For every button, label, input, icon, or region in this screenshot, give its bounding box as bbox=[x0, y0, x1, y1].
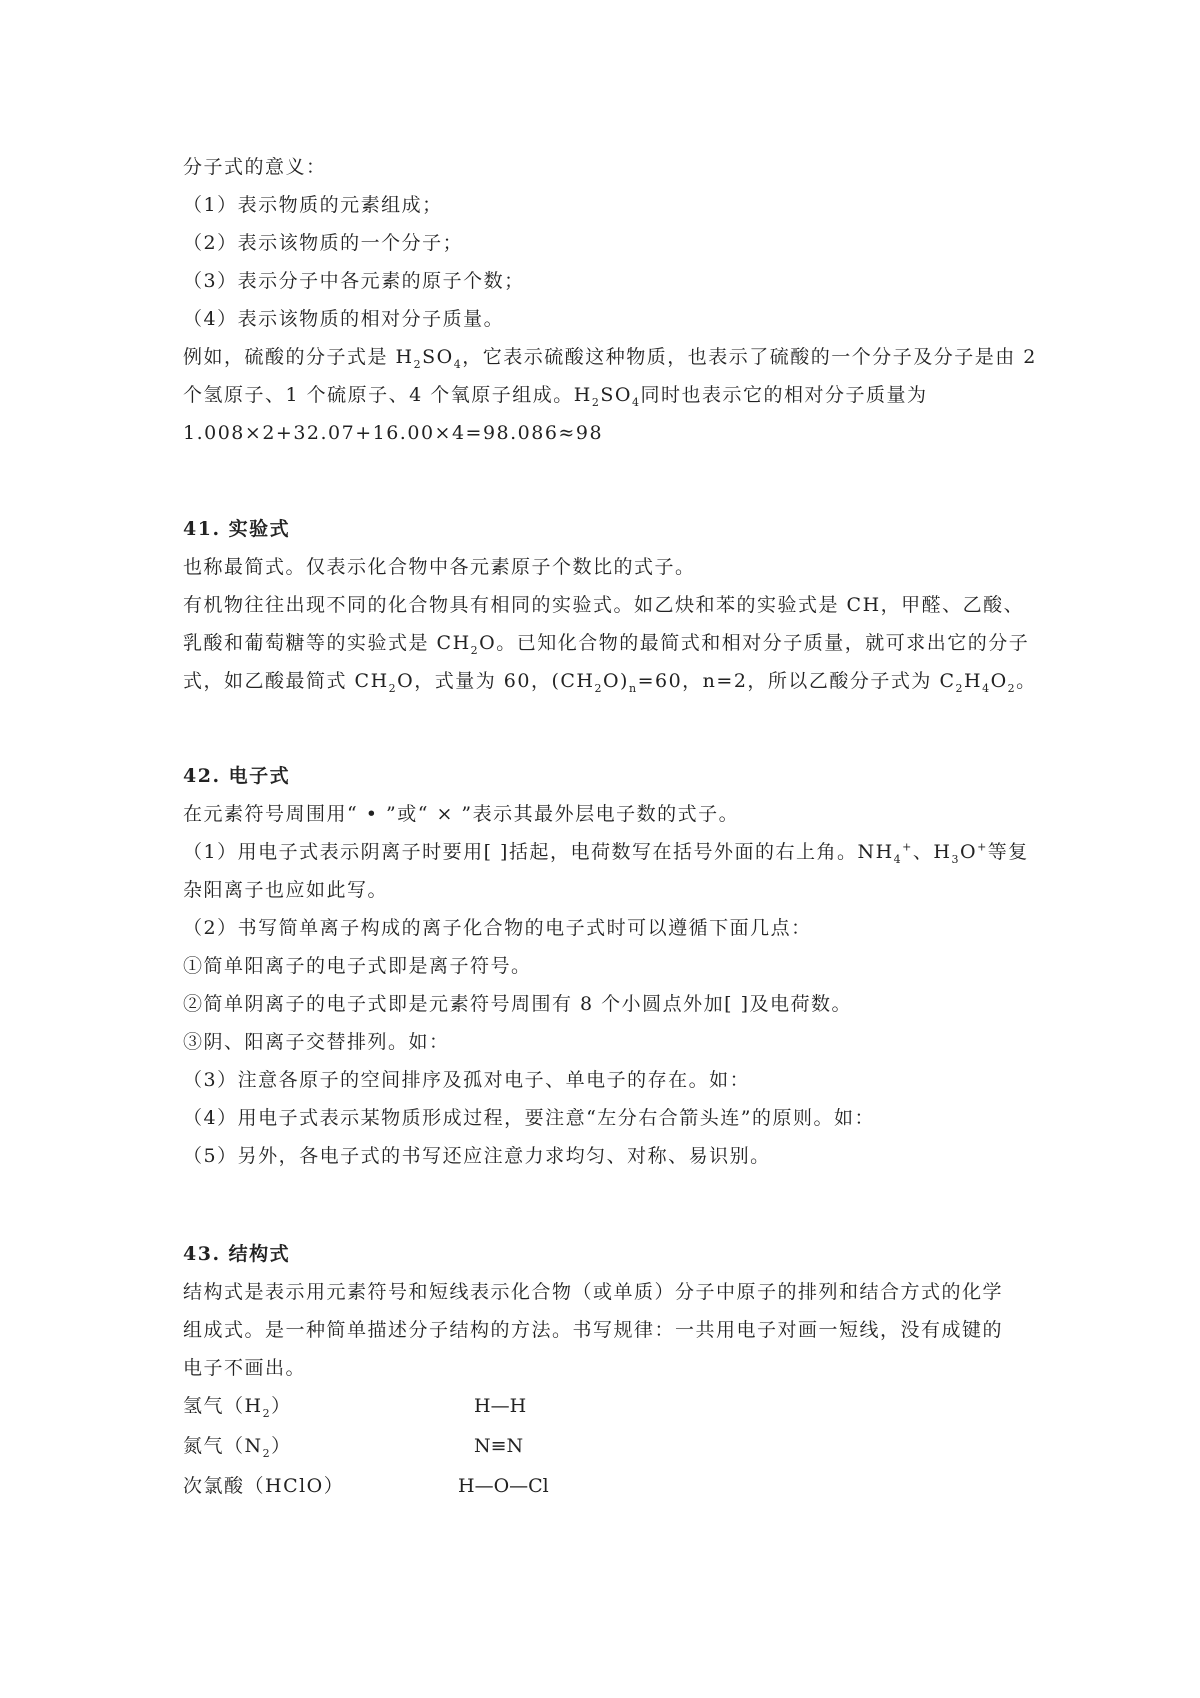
structure-row-name: 次氯酸（HClO） bbox=[183, 1475, 345, 1497]
section-42-line7: ③阴、阳离子交替排列。如： bbox=[183, 1031, 450, 1053]
formula-h2so4: $H_2SO_4$ bbox=[395, 346, 463, 371]
structure-row-name: 氢气$(H_2)$ bbox=[183, 1395, 292, 1420]
structure-formula: H—H bbox=[474, 1395, 527, 1417]
formula-ch2o-2: $CH_2O$ bbox=[354, 670, 415, 695]
section-43-line1: 结构式是表示用元素符号和短线表示化合物（或单质）分子中原子的排列和结合方式的化学 bbox=[183, 1281, 1004, 1303]
intro-item-1: （1）表示物质的元素组成； bbox=[183, 194, 443, 216]
structure-row-name: 氮气$(N_2)$ bbox=[183, 1435, 292, 1460]
intro-item-4: （4）表示该物质的相对分子质量。 bbox=[183, 308, 505, 330]
structure-formula: N≡N bbox=[474, 1435, 524, 1457]
ion-h3o: $H_3O^+$ bbox=[933, 840, 988, 866]
intro-title: 分子式的意义： bbox=[183, 156, 327, 178]
section-43-line2: 组成式。是一种简单描述分子结构的方法。书写规律：一共用电子对画一短线，没有成键的 bbox=[183, 1319, 1004, 1341]
intro-example-line2: 个氢原子、1 个硫原子、4 个氧原子组成。$H_2SO_4$同时也表示它的相对分子质量为 bbox=[183, 384, 928, 409]
intro-item-2: （2）表示该物质的一个分子； bbox=[183, 232, 464, 254]
section-41-line3: 乳酸和葡萄糖等的实验式是 $CH_2O$。已知化合物的最简式和相对分子质量，就可求出它的分子 bbox=[183, 632, 1030, 657]
section-42-line4: （2）书写简单离子构成的离子化合物的电子式时可以遵循下面几点： bbox=[183, 917, 812, 939]
ion-nh4: $NH_4^+$ bbox=[857, 840, 913, 866]
formula-ch2o-n: $(CH_2O)_n$ bbox=[551, 670, 638, 695]
section-42-line3: 杂阳离子也应如此写。 bbox=[183, 879, 389, 901]
section-42-line2: （1）用电子式表示阴离子时要用[ ]括起，电荷数写在括号外面的右上角。$NH_4^+$、$H_3O^+$等复 bbox=[183, 840, 1029, 866]
formula-ch2o: $CH_2O$ bbox=[436, 632, 497, 657]
section-41-line4: 式，如乙酸最简式 $CH_2O$，式量为 60，$(CH_2O)_n=60$，n=2，所以乙酸分子式为 $C_2H_4O_2$。 bbox=[183, 670, 1037, 695]
formula-c2h4o2: $C_2H_4O_2$ bbox=[939, 670, 1017, 695]
intro-item-3: （3）表示分子中各元素的原子个数； bbox=[183, 270, 525, 292]
section-41-line1: 也称最简式。仅表示化合物中各元素原子个数比的式子。 bbox=[183, 556, 696, 578]
structure-formula: H—O—Cl bbox=[458, 1475, 549, 1497]
example-text-b: ，它表示硫酸这种物质，也表示了硫酸的一个分子及分子是由 2 bbox=[462, 346, 1037, 368]
formula-h2so4-2: $H_2SO_4$ bbox=[573, 384, 641, 409]
section-41-heading: 41. 实验式 bbox=[183, 518, 291, 540]
intro-example-line1 bbox=[183, 343, 1037, 371]
section-42-line8: （3）注意各原子的空间排序及孤对电子、单电子的存在。如： bbox=[183, 1069, 751, 1091]
section-43-heading: 43. 结构式 bbox=[183, 1243, 291, 1265]
section-43-line3: 电子不画出。 bbox=[183, 1357, 307, 1379]
section-42-heading: 42. 电子式 bbox=[183, 765, 291, 787]
section-42-line5: ①简单阳离子的电子式即是离子符号。 bbox=[183, 955, 532, 977]
section-42-line9: （4）用电子式表示某物质形成过程，要注意“左分右合箭头连”的原则。如： bbox=[183, 1107, 876, 1129]
section-41-line2: 有机物往往出现不同的化合物具有相同的实验式。如乙炔和苯的实验式是 CH，甲醛、乙酸、 bbox=[183, 594, 1025, 616]
section-42-line10: （5）另外，各电子式的书写还应注意力求均匀、对称、易识别。 bbox=[183, 1145, 771, 1167]
intro-example-line3: 1.008×2+32.07+16.00×4=98.086≈98 bbox=[183, 422, 604, 444]
section-42-line1: 在元素符号周围用“ • ”或“ × ”表示其最外层电子数的式子。 bbox=[183, 803, 740, 825]
section-42-line6: ②简单阴离子的电子式即是元素符号周围有 8 个小圆点外加[ ]及电荷数。 bbox=[183, 993, 853, 1015]
example-text-a: 例如，硫酸的分子式是 bbox=[183, 346, 396, 368]
